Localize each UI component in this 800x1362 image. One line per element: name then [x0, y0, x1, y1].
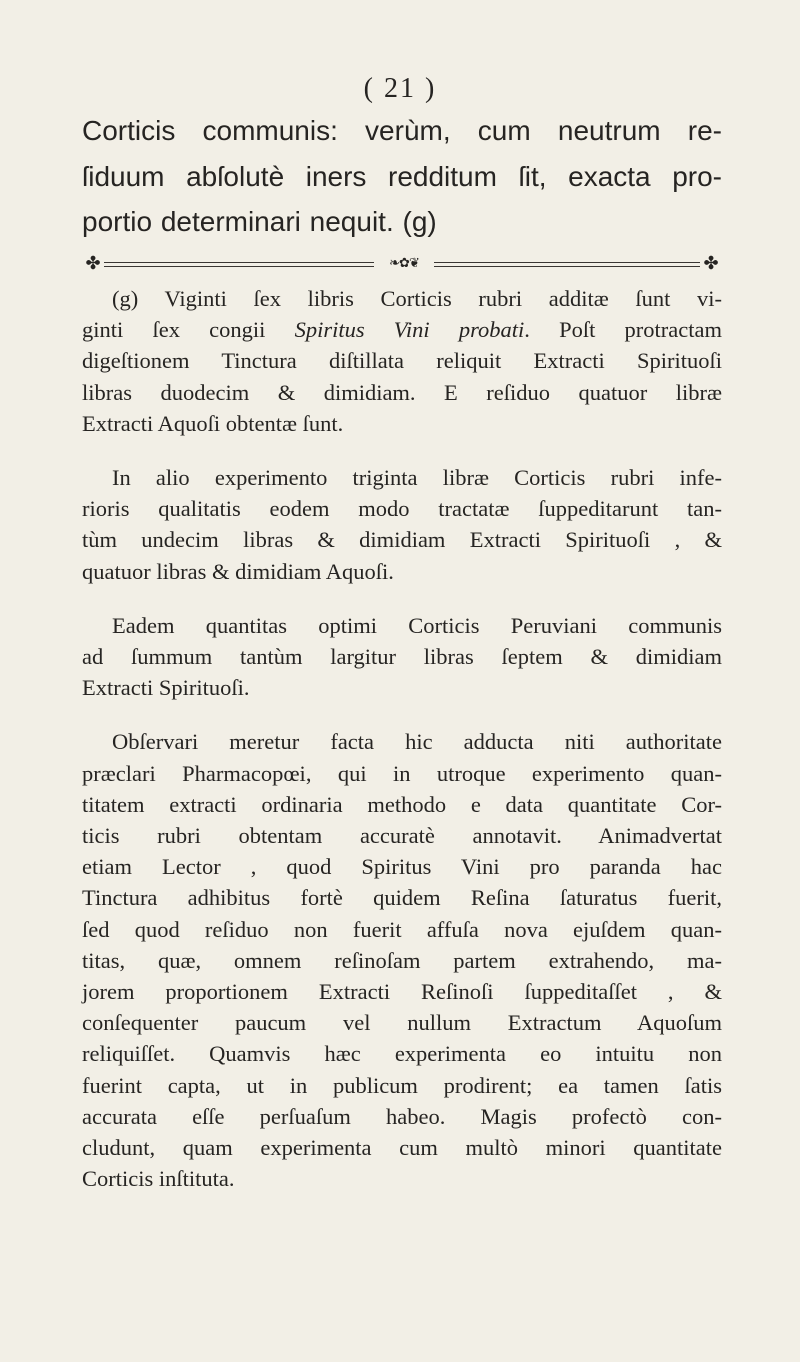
footnote-g	[82, 283, 722, 439]
text-line: ginti ſex congii Spiritus Vini probati. Poſt protractam	[82, 317, 722, 343]
page-number: ( 21 )	[363, 73, 437, 104]
text-line: jorem proportionem Extracti Reſinoſi ſuppeditaſſet , &	[82, 979, 722, 1005]
text-line: portio determinari nequit. (g)	[82, 206, 437, 237]
text-line: Obſervari meretur facta hic adducta niti authoritate	[112, 729, 722, 755]
text-line: rioris qualitatis eodem modo tractatæ ſuppeditarunt tan-	[82, 496, 722, 522]
text-line: (g) Viginti ſex libris Corticis rubri additæ ſunt vi-	[112, 286, 722, 311]
paragraph-2	[82, 610, 722, 704]
main-paragraph	[82, 108, 722, 245]
text-line: cludunt, quam experimenta cum multò minori quantitate	[82, 1135, 722, 1161]
text-line: Extracti Spirituoſi.	[82, 675, 250, 701]
text-line: digeſtionem Tinctura diſtillata reliquit Extracti Spirituoſi	[82, 348, 722, 374]
text-line: ſed quod reſiduo non fuerit affuſa nova ejuſdem quan-	[82, 916, 722, 942]
text-line: præclari Pharmacopœi, qui in utroque experimento quan-	[82, 760, 722, 786]
text-line: titatem extracti ordinaria methodo e data quantitate Cor-	[82, 791, 722, 817]
fleuron-right-icon: ✤	[703, 253, 719, 274]
italic-phrase: Spiritus Vini probati	[294, 317, 525, 343]
text-line: ticis rubri obtentam accuratè annotavit. Animadvertat	[82, 823, 722, 849]
text-line: reliquiſſet. Quamvis hæc experimenta eo intuitu non	[82, 1041, 722, 1067]
text-line: Corticis inſtituta.	[82, 1166, 235, 1192]
paragraph-1	[82, 462, 722, 587]
text-line: ſiduum abſolutè iners redditum ſit, exacta pro-	[82, 160, 722, 192]
fleuron-left-icon: ✤	[85, 253, 101, 274]
fleuron-center-icon: ❧✿❦	[374, 256, 434, 272]
text-line: etiam Lector , quod Spiritus Vini pro paranda hac	[82, 854, 722, 880]
text-line: titas, quæ, omnem reſinoſam partem extrahendo, ma-	[82, 947, 722, 973]
text-line: fuerint capta, ut in publicum prodirent; ea tamen ſatis	[82, 1072, 722, 1098]
text-line: tùm undecim libras & dimidiam Extracti Spirituoſi , &	[82, 527, 722, 553]
text-line: Extracti Aquoſi obtentæ ſunt.	[82, 410, 344, 436]
footnote-and-body	[82, 283, 722, 1217]
text-line: ad ſummum tantùm largitur libras ſeptem & dimidiam	[82, 644, 722, 670]
footnote-label: (g)	[112, 286, 139, 311]
text-line: Eadem quantitas optimi Corticis Peruviani communis	[112, 612, 722, 638]
ornamental-divider	[82, 252, 722, 276]
text-line: Corticis communis: verùm, cum neutrum re-	[82, 115, 722, 146]
text-line: conſequenter paucum vel nullum Extractum Aquoſum	[82, 1010, 722, 1036]
text-line: In alio experimento triginta libræ Corticis rubri infe-	[112, 465, 722, 491]
text-line: quatuor libras & dimidiam Aquoſi.	[82, 558, 394, 584]
text-line: Tinctura adhibitus fortè quidem Reſina ſaturatus fuerit,	[82, 885, 722, 911]
paragraph-3	[82, 726, 722, 1194]
text-line: accurata eſſe perſuaſum habeo. Magis profectò con-	[82, 1103, 722, 1129]
text-line: libras duodecim & dimidiam. E reſiduo quatuor libræ	[82, 379, 722, 405]
